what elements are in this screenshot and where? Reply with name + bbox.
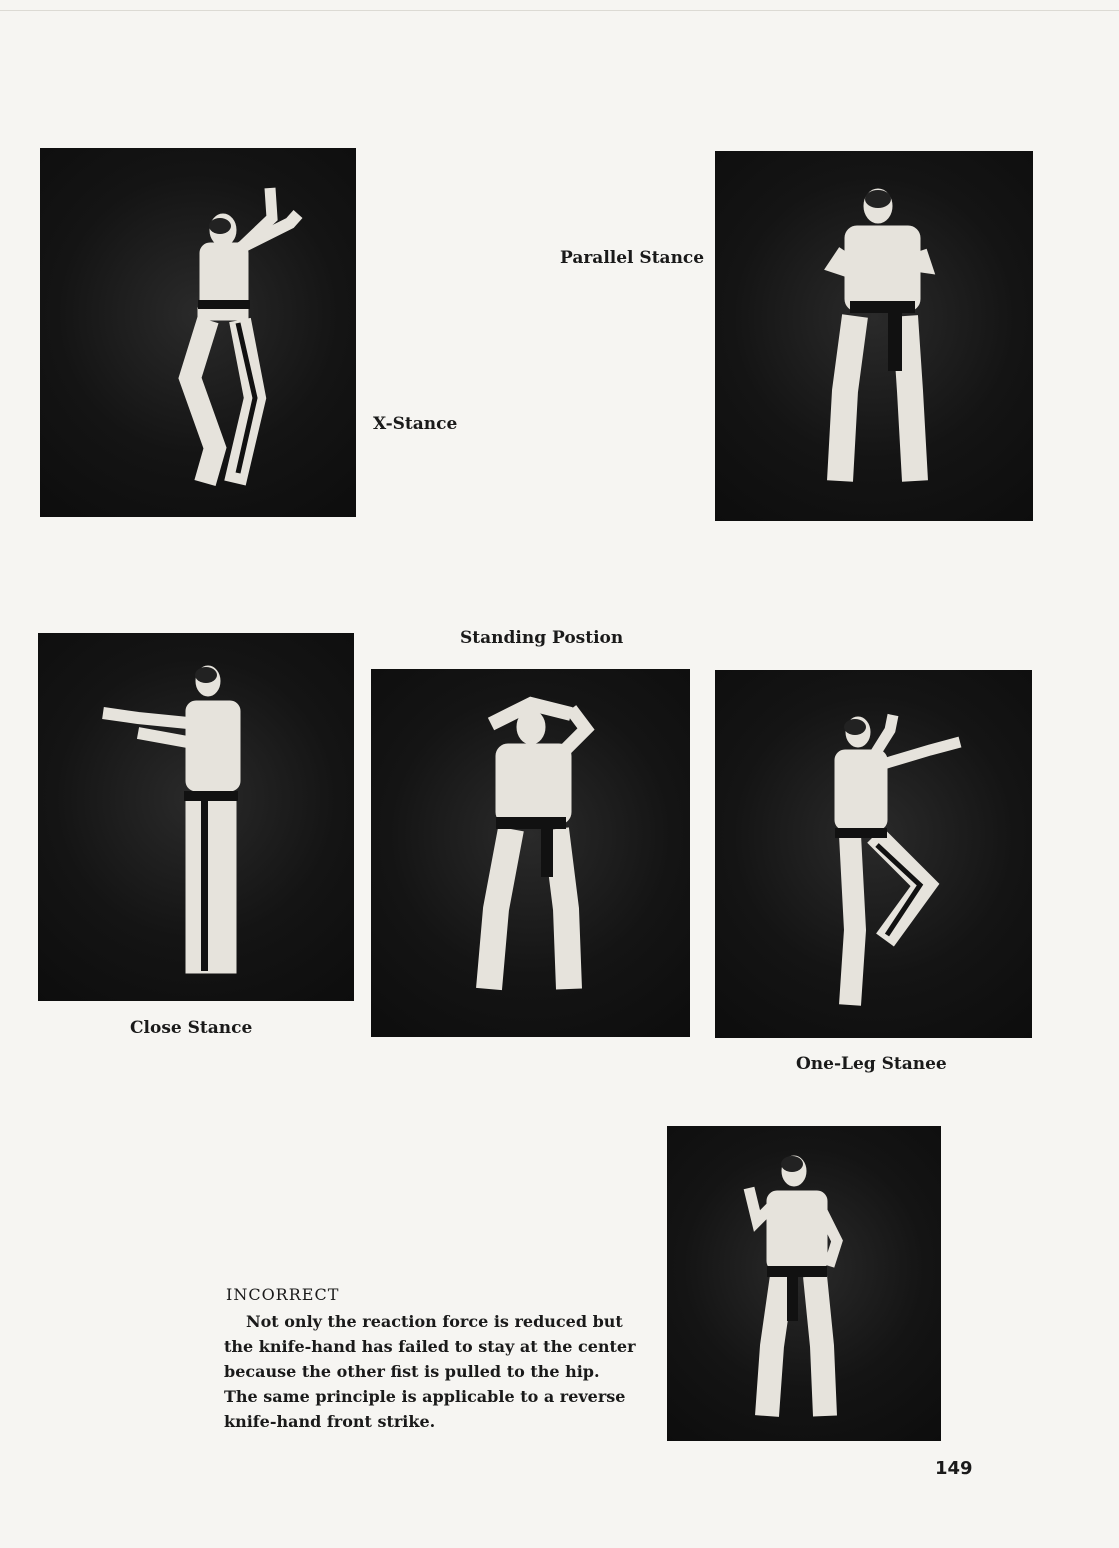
figure-close-stance [38,633,354,1001]
explanation-line: knife-hand front strike. [224,1412,436,1431]
figure-x-stance [40,148,356,517]
incorrect-explanation [224,1309,664,1434]
figure-parallel-stance [715,151,1033,521]
caption-x-stance: X-Stance [373,414,458,434]
incorrect-heading: INCORRECT [226,1285,340,1304]
explanation-line: The same principle is applicable to a reverse [224,1387,626,1406]
figure-incorrect [667,1126,941,1441]
photo-parallel-stance [715,151,1033,521]
page-number: 149 [935,1458,973,1479]
caption-parallel-stance: Parallel Stance [560,248,705,268]
photo-one-leg-stance [715,670,1032,1038]
page-top-rule [0,10,1119,11]
explanation-line: Not only the reaction force is reduced but [246,1312,623,1331]
caption-standing-position: Standing Postion [460,628,624,648]
caption-one-leg-stance: One-Leg Stanee [796,1054,947,1074]
photo-x-stance [40,148,356,517]
photo-incorrect [667,1126,941,1441]
explanation-line: because the other fist is pulled to the hip. [224,1362,600,1381]
figure-standing-position [371,669,690,1037]
photo-standing-position [371,669,690,1037]
explanation-line: the knife-hand has failed to stay at the center [224,1337,636,1356]
photo-close-stance [38,633,354,1001]
figure-one-leg-stance [715,670,1032,1038]
caption-close-stance: Close Stance [130,1018,253,1038]
